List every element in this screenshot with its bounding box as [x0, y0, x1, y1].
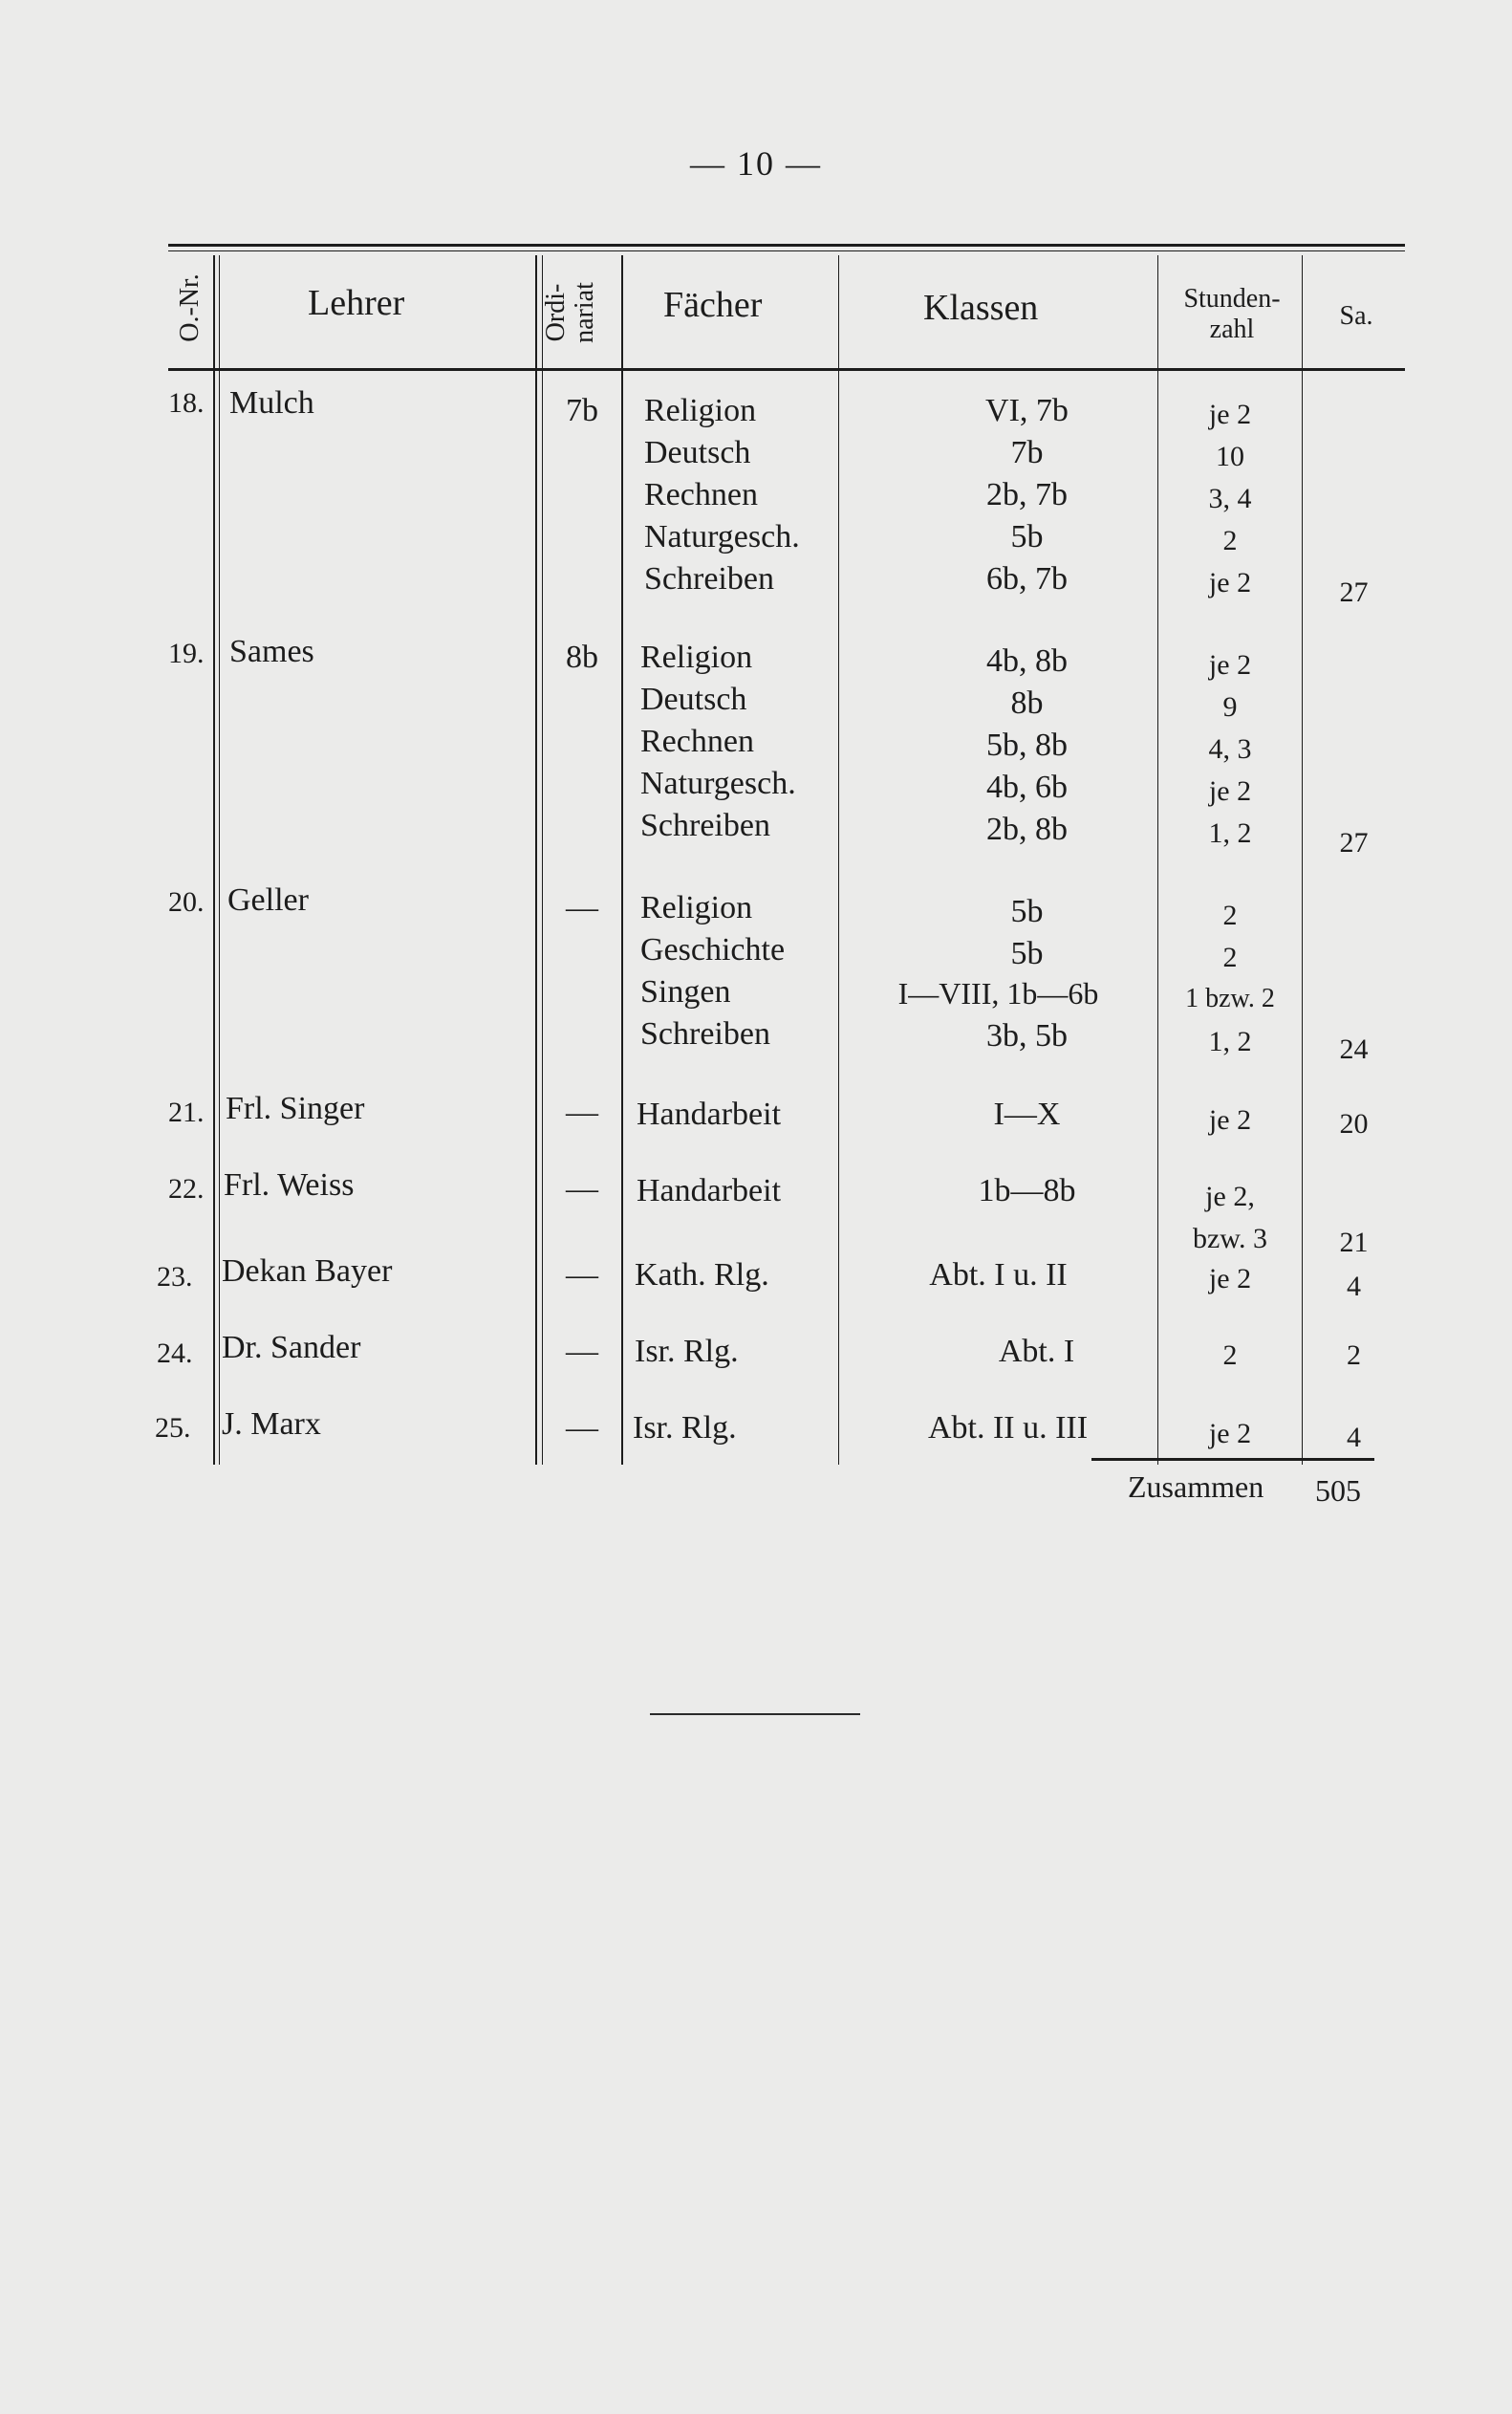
hours: 2 — [1222, 942, 1238, 973]
class-list: 5b — [1010, 894, 1044, 929]
subject: Isr. Rlg. — [635, 1334, 739, 1369]
subject: Singen — [640, 974, 731, 1010]
header-total: Sa. — [1339, 301, 1373, 331]
teacher-name: Frl. Weiss — [224, 1167, 355, 1203]
class-list: 1b—8b — [978, 1173, 1076, 1208]
class-list: 5b, 8b — [986, 728, 1068, 763]
subject: Schreiben — [644, 561, 774, 597]
row-total: 24 — [1339, 1033, 1369, 1065]
subject: Handarbeit — [637, 1097, 782, 1132]
hours: 2 — [1222, 525, 1238, 556]
header-hours: Stunden- zahl — [1183, 284, 1281, 344]
hours: je 2 — [1208, 649, 1252, 681]
class-list: Abt. I — [998, 1334, 1075, 1369]
teacher-name: Frl. Singer — [226, 1091, 365, 1126]
ordinariat: 8b — [566, 640, 598, 675]
column-divider — [621, 255, 623, 1465]
header-ordinariat: Ordi- nariat — [541, 282, 599, 343]
subject: Religion — [640, 640, 753, 675]
teacher-name: Dr. Sander — [222, 1330, 361, 1365]
row-number: 18. — [168, 387, 205, 419]
class-list: 5b — [1010, 519, 1044, 555]
class-list: 4b, 6b — [986, 770, 1068, 805]
row-total: 20 — [1339, 1108, 1369, 1140]
column-divider — [219, 255, 220, 1465]
subject: Naturgesch. — [644, 519, 800, 555]
class-list: Abt. II u. III — [927, 1410, 1089, 1446]
row-number: 20. — [168, 886, 205, 918]
hours: 2 — [1222, 900, 1238, 931]
row-number: 23. — [157, 1261, 193, 1293]
row-number: 21. — [168, 1097, 205, 1128]
subject: Rechnen — [640, 724, 754, 759]
hours: 1, 2 — [1208, 817, 1252, 849]
subject: Schreiben — [640, 1016, 770, 1052]
sum-value: 505 — [1315, 1473, 1361, 1508]
row-number: 19. — [168, 638, 205, 669]
row-total: 27 — [1339, 827, 1369, 859]
class-list: 3b, 5b — [986, 1018, 1068, 1054]
page-number: — 10 — — [690, 144, 822, 183]
column-divider — [535, 255, 537, 1465]
table-top-rule-thin — [168, 250, 1405, 251]
end-rule — [650, 1713, 860, 1715]
row-total: 4 — [1347, 1271, 1361, 1302]
row-total: 2 — [1347, 1339, 1361, 1371]
hours: 3, 4 — [1208, 483, 1252, 514]
sum-rule — [1091, 1458, 1374, 1461]
subject: Naturgesch. — [640, 766, 796, 801]
header-classes: Klassen — [923, 288, 1039, 328]
teacher-name: Mulch — [229, 385, 314, 421]
ordinariat: 7b — [566, 393, 598, 428]
hours: 4, 3 — [1208, 733, 1252, 765]
header-subjects: Fächer — [663, 285, 763, 325]
hours: je 2 — [1208, 567, 1252, 598]
subject: Handarbeit — [637, 1173, 782, 1208]
row-total: 4 — [1347, 1422, 1361, 1453]
subject: Deutsch — [640, 682, 747, 717]
teacher-name: J. Marx — [222, 1406, 321, 1442]
subject: Religion — [640, 890, 753, 925]
table-header-rule — [168, 368, 1405, 371]
hours: je 2, — [1205, 1181, 1255, 1212]
ordinariat: — — [566, 1334, 598, 1369]
header-teacher: Lehrer — [308, 283, 405, 323]
ordinariat: — — [566, 1410, 598, 1446]
ordinariat: — — [566, 890, 598, 925]
teacher-name: Geller — [227, 882, 309, 918]
hours: bzw. 3 — [1192, 1223, 1268, 1254]
subject: Religion — [644, 393, 757, 428]
ordinariat: — — [566, 1095, 598, 1130]
row-number: 25. — [155, 1412, 191, 1444]
class-list: Abt. I u. II — [929, 1257, 1068, 1293]
class-list: 2b, 7b — [986, 477, 1068, 512]
class-list: I—X — [993, 1097, 1061, 1132]
hours: je 2 — [1208, 1418, 1252, 1449]
subject: Geschichte — [640, 932, 786, 968]
subject: Isr. Rlg. — [633, 1410, 737, 1446]
hours: 1, 2 — [1208, 1026, 1252, 1057]
class-list: VI, 7b — [985, 393, 1069, 428]
class-list: 8b — [1010, 685, 1044, 721]
subject: Kath. Rlg. — [635, 1257, 769, 1293]
sum-label: Zusammen — [1128, 1469, 1264, 1504]
hours: 9 — [1222, 691, 1238, 723]
class-list: 2b, 8b — [986, 812, 1068, 847]
subject: Rechnen — [644, 477, 758, 512]
table-top-rule — [168, 244, 1405, 247]
class-list: I—VIII, 1b—6b — [897, 976, 1099, 1011]
hours: 2 — [1222, 1339, 1238, 1371]
teacher-name: Dekan Bayer — [222, 1253, 393, 1289]
hours: 10 — [1216, 441, 1244, 472]
ordinariat: — — [566, 1257, 598, 1293]
teacher-name: Sames — [229, 634, 314, 669]
hours: je 2 — [1208, 1104, 1252, 1136]
row-number: 24. — [157, 1337, 193, 1369]
class-list: 6b, 7b — [986, 561, 1068, 597]
ordinariat: — — [566, 1171, 598, 1207]
hours: je 2 — [1208, 775, 1252, 807]
row-total: 27 — [1339, 576, 1369, 608]
subject: Deutsch — [644, 435, 751, 470]
column-divider — [213, 255, 215, 1465]
class-list: 7b — [1010, 435, 1044, 470]
class-list: 5b — [1010, 936, 1044, 971]
row-number: 22. — [168, 1173, 205, 1205]
hours: 1 bzw. 2 — [1185, 984, 1275, 1013]
row-total: 21 — [1339, 1227, 1369, 1258]
class-list: 4b, 8b — [986, 643, 1068, 679]
hours: je 2 — [1208, 399, 1252, 430]
header-nr: O.-Nr. — [175, 273, 205, 342]
hours: je 2 — [1208, 1263, 1252, 1294]
subject: Schreiben — [640, 808, 770, 843]
